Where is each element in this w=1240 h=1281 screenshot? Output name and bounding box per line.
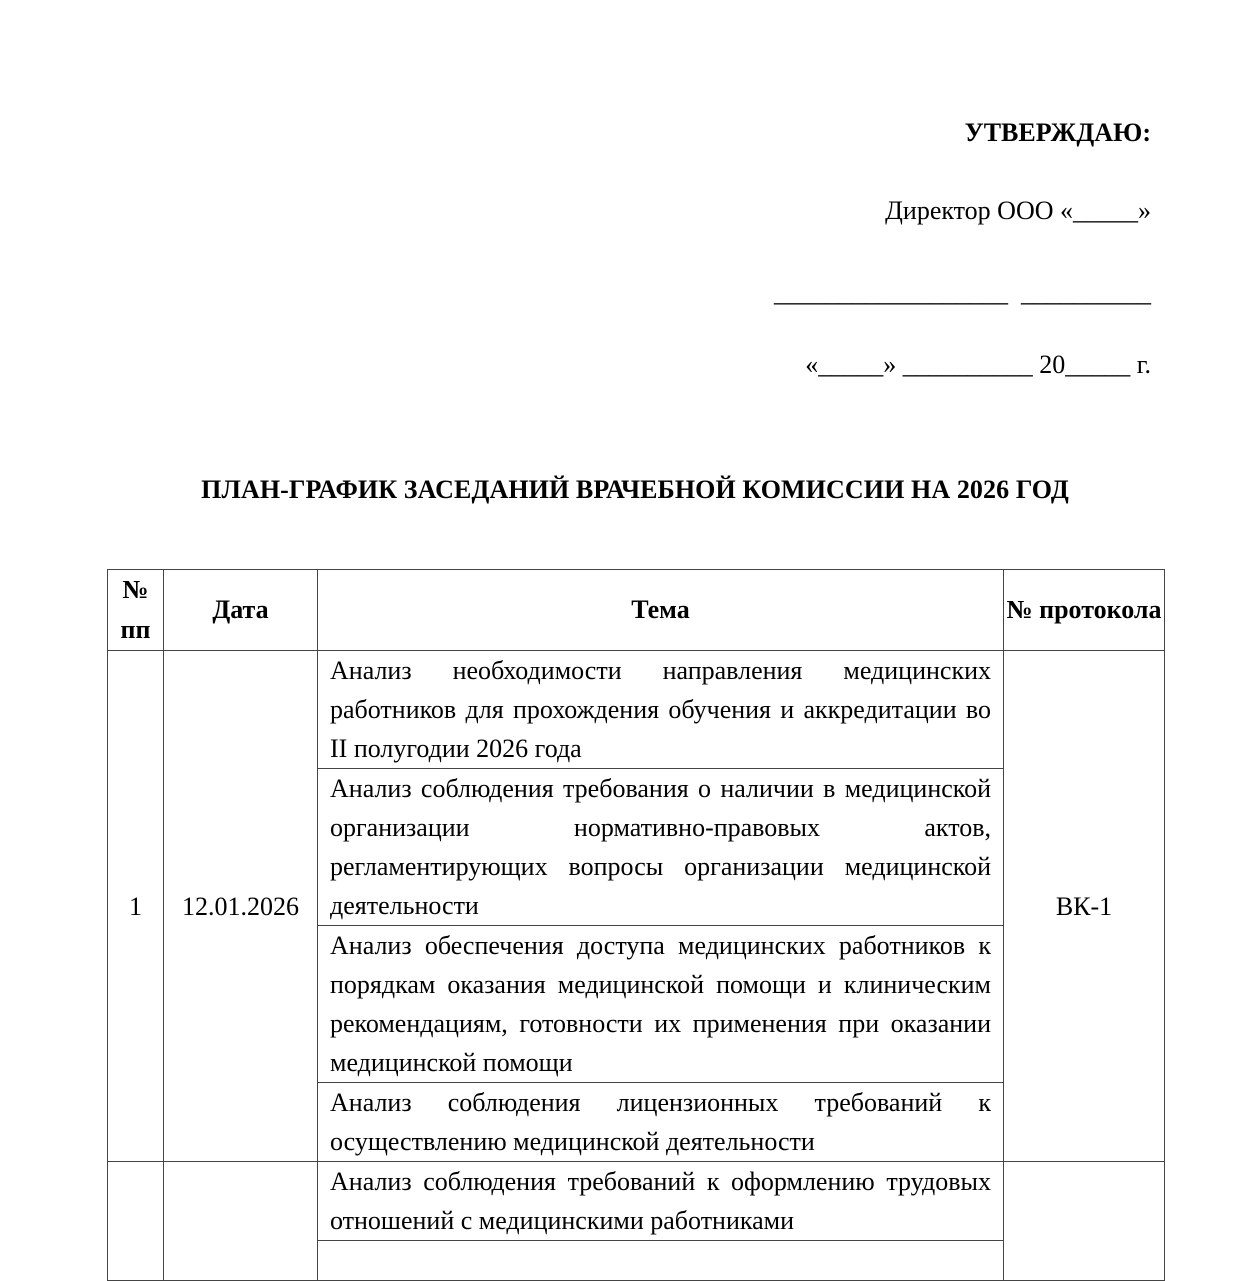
topic-item: Анализ соблюдения лицензионных требований к осуществлению медицинской деятельности	[330, 1088, 991, 1156]
approval-heading: УТВЕРЖДАЮ:	[964, 118, 1151, 147]
table-row	[108, 651, 1165, 1162]
row-num: 1	[108, 651, 164, 1162]
table-row	[108, 1162, 1165, 1281]
header-protocol: № протокола	[1004, 570, 1165, 651]
row-topics	[318, 1162, 1004, 1281]
approval-date-line: «_____» __________ 20_____ г.	[805, 350, 1151, 379]
row-date	[164, 1162, 318, 1281]
table-header-row	[108, 570, 1165, 651]
header-topic: Тема	[318, 570, 1004, 651]
topic-item: Анализ соблюдения требования о наличии в медицинской организации нормативно-правовых актов, регламентирующих вопросы организации медицинской деятельности	[318, 769, 1003, 926]
approver-position: Директор ООО «_____»	[885, 196, 1151, 225]
topic-item	[318, 1241, 1003, 1280]
topic-item: Анализ необходимости направления медицинских работников для прохождения обучения и аккредитации во II полугодии 2026 года	[318, 651, 1003, 769]
signature-line: __________________ __________	[774, 278, 1151, 307]
row-topics	[318, 651, 1004, 1162]
header-date: Дата	[164, 570, 318, 651]
topic-item: Анализ соблюдения требований к оформлению трудовых отношений с медицинскими работниками	[318, 1162, 1003, 1241]
row-num	[108, 1162, 164, 1281]
document-title: ПЛАН-ГРАФИК ЗАСЕДАНИЙ ВРАЧЕБНОЙ КОМИССИИ НА 2026 ГОД	[201, 475, 1069, 504]
row-date: 12.01.2026	[164, 651, 318, 1162]
header-num: № пп	[108, 570, 164, 651]
row-protocol: ВК-1	[1004, 651, 1165, 1162]
row-protocol	[1004, 1162, 1165, 1281]
topic-item: Анализ обеспечения доступа медицинских работников к порядкам оказания медицинской помощи и клиническим рекомендациям, готовности их применения при оказании медицинской помощи	[318, 926, 1003, 1083]
schedule-table	[107, 569, 1165, 1281]
